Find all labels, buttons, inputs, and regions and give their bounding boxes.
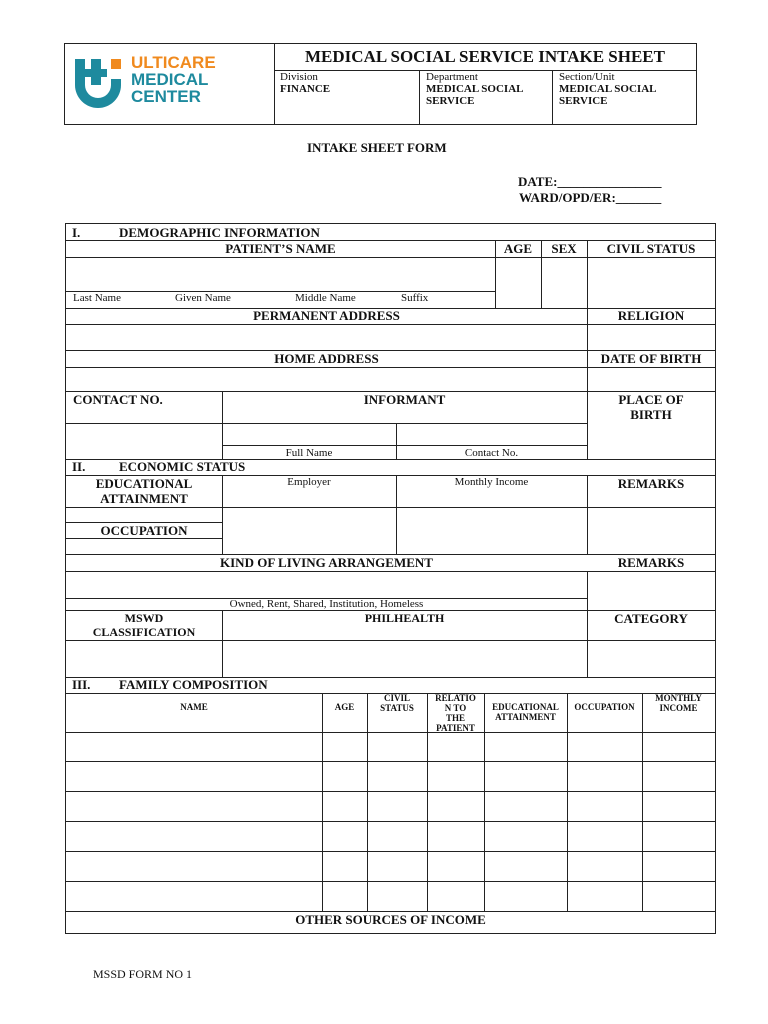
employer-label: Employer bbox=[287, 476, 331, 488]
living-remarks-input[interactable] bbox=[588, 572, 714, 609]
home-address-input[interactable] bbox=[67, 368, 586, 390]
educational-attainment-label-2: ATTAINMENT bbox=[100, 491, 188, 506]
form-header bbox=[64, 43, 697, 125]
form-title: INTAKE SHEET FORM bbox=[307, 140, 447, 155]
employer-input[interactable] bbox=[223, 508, 395, 553]
family-header-occupation: OCCUPATION bbox=[574, 702, 635, 712]
last-name-label: Last Name bbox=[73, 292, 121, 304]
informant-contact-label: Contact No. bbox=[464, 447, 519, 459]
occupation-input[interactable] bbox=[67, 539, 221, 553]
intake-form-grid bbox=[65, 223, 716, 934]
logo-text-center: CENTER bbox=[131, 87, 201, 106]
religion-input[interactable] bbox=[588, 325, 714, 349]
philhealth-label: PHILHEALTH bbox=[364, 611, 445, 625]
section-number-2: II. bbox=[72, 459, 86, 474]
family-header-name: NAME bbox=[180, 702, 208, 712]
section-number-3: III. bbox=[72, 677, 91, 692]
family-header-educational: EDUCATIONAL ATTAINMENT bbox=[492, 702, 559, 722]
contact-no-label: CONTACT NO. bbox=[73, 392, 163, 407]
family-row[interactable] bbox=[67, 733, 714, 760]
permanent-address-label: PERMANENT ADDRESS bbox=[253, 308, 400, 323]
logo-cell bbox=[65, 44, 275, 124]
educational-attainment-label-1: EDUCATIONAL bbox=[95, 476, 193, 491]
division-value: FINANCE bbox=[280, 83, 331, 95]
category-input[interactable] bbox=[588, 626, 714, 676]
informant-label: INFORMANT bbox=[363, 392, 446, 407]
remarks-input[interactable] bbox=[588, 508, 714, 553]
footer-form-number: MSSD FORM NO 1 bbox=[93, 967, 193, 981]
date-of-birth-label: DATE OF BIRTH bbox=[600, 351, 702, 366]
patients-name-label: PATIENT’S NAME bbox=[225, 241, 336, 256]
other-sources-income-label: OTHER SOURCES OF INCOME bbox=[295, 912, 486, 927]
section-number-1: I. bbox=[72, 225, 81, 240]
monthly-income-label: Monthly Income bbox=[454, 476, 529, 488]
living-options-label: Owned, Rent, Shared, Institution, Homeless bbox=[229, 598, 424, 610]
category-label: CATEGORY bbox=[614, 611, 688, 626]
sex-label: SEX bbox=[551, 241, 577, 256]
informant-contact-input[interactable] bbox=[397, 424, 586, 444]
given-name-label: Given Name bbox=[175, 292, 231, 304]
patient-name-input[interactable] bbox=[67, 258, 494, 290]
department-value-2: SERVICE bbox=[426, 95, 475, 107]
informant-full-name-input[interactable] bbox=[223, 424, 395, 444]
family-header-age: AGE bbox=[334, 702, 355, 712]
section-family-heading: FAMILY COMPOSITION bbox=[119, 677, 268, 692]
division-cell bbox=[274, 70, 420, 124]
section-label: Section/Unit bbox=[559, 71, 615, 83]
middle-name-label: Middle Name bbox=[295, 292, 356, 304]
family-row[interactable] bbox=[67, 762, 714, 790]
logo-text-ulticare: ULTICARE bbox=[131, 53, 216, 72]
place-of-birth-input[interactable] bbox=[588, 424, 714, 458]
civil-status-input[interactable] bbox=[588, 258, 714, 307]
mswd-label-2: CLASSIFICATION bbox=[92, 625, 196, 639]
civil-status-label: CIVIL STATUS bbox=[606, 241, 696, 256]
ward-field[interactable]: WARD/OPD/ER:_______ bbox=[519, 190, 662, 205]
family-row[interactable] bbox=[67, 852, 714, 880]
living-arrangement-input[interactable] bbox=[67, 572, 586, 597]
suffix-label: Suffix bbox=[401, 292, 429, 304]
family-row[interactable] bbox=[67, 882, 714, 910]
contact-no-input[interactable] bbox=[67, 424, 221, 458]
remarks-label: REMARKS bbox=[617, 476, 685, 491]
remarks-label-2: REMARKS bbox=[617, 555, 685, 570]
section-economic-heading: ECONOMIC STATUS bbox=[119, 459, 246, 474]
section-value-2: SERVICE bbox=[559, 95, 608, 107]
department-cell bbox=[420, 70, 553, 124]
family-header-monthly-income: MONTHLY INCOME bbox=[655, 693, 702, 713]
permanent-address-input[interactable] bbox=[67, 325, 586, 349]
date-field[interactable]: DATE:________________ bbox=[518, 174, 662, 189]
family-header-relation: RELATIO N TO THE PATIENT bbox=[435, 693, 476, 733]
educational-attainment-input[interactable] bbox=[67, 508, 221, 521]
mswd-classification-input[interactable] bbox=[67, 641, 221, 676]
full-name-label: Full Name bbox=[285, 447, 333, 459]
age-label: AGE bbox=[503, 241, 533, 256]
ulticare-logo-icon bbox=[71, 55, 125, 109]
family-header-civil-status: CIVIL STATUS bbox=[380, 693, 414, 713]
mswd-label-1: MSWD bbox=[124, 611, 164, 625]
division-label: Division bbox=[280, 71, 318, 83]
age-input[interactable] bbox=[496, 258, 540, 307]
logo-text-medical: MEDICAL bbox=[131, 70, 209, 89]
department-value-1: MEDICAL SOCIAL bbox=[426, 83, 524, 95]
section-cell bbox=[553, 70, 696, 124]
family-row[interactable] bbox=[67, 822, 714, 850]
living-arrangement-label: KIND OF LIVING ARRANGEMENT bbox=[220, 555, 433, 570]
document-title: MEDICAL SOCIAL SERVICE INTAKE SHEET bbox=[274, 44, 696, 71]
section-value-1: MEDICAL SOCIAL bbox=[559, 83, 657, 95]
date-of-birth-input[interactable] bbox=[588, 368, 714, 390]
place-of-birth-label-2: BIRTH bbox=[630, 407, 672, 422]
religion-label: RELIGION bbox=[617, 308, 685, 323]
sex-input[interactable] bbox=[542, 258, 586, 307]
occupation-label: OCCUPATION bbox=[100, 523, 188, 538]
home-address-label: HOME ADDRESS bbox=[274, 351, 379, 366]
philhealth-input[interactable] bbox=[223, 641, 586, 676]
department-label: Department bbox=[426, 71, 478, 83]
section-demographic-heading: DEMOGRAPHIC INFORMATION bbox=[119, 225, 320, 240]
family-row[interactable] bbox=[67, 792, 714, 820]
place-of-birth-label-1: PLACE OF bbox=[618, 392, 684, 407]
monthly-income-input[interactable] bbox=[397, 508, 586, 553]
